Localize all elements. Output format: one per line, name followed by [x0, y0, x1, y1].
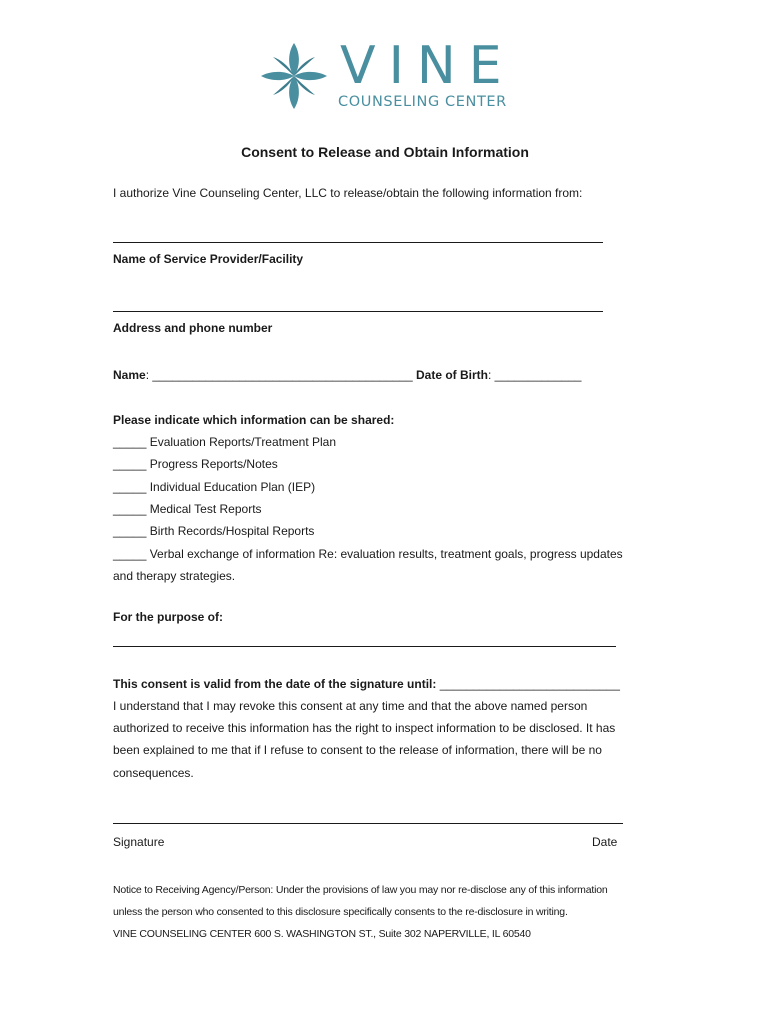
- shared-heading: Please indicate which information can be shared:: [113, 413, 395, 427]
- valid-until-blank[interactable]: ___________________________: [436, 677, 620, 691]
- valid-label: This consent is valid from the date of the signature until:: [113, 677, 437, 691]
- option-verbal-exchange[interactable]: _____ Verbal exchange of information Re: evaluation results, treatment goals, progress updates: [113, 547, 623, 561]
- option-evaluation-reports[interactable]: _____ Evaluation Reports/Treatment Plan: [113, 435, 337, 449]
- document-title: Consent to Release and Obtain Information: [241, 144, 529, 160]
- address-blank-line[interactable]: [113, 311, 603, 312]
- option-medical-test-reports[interactable]: _____ Medical Test Reports: [113, 502, 262, 516]
- logo-wordmark: VINE: [340, 36, 515, 96]
- provider-label: Name of Service Provider/Facility: [113, 252, 304, 266]
- name-blank[interactable]: : _______________________________________: [145, 368, 413, 382]
- option-verbal-exchange-continuation: and therapy strategies.: [113, 569, 236, 583]
- notice-line-2: unless the person who consented to this disclosure specifically consents to the re-disclosure in writing.: [113, 906, 568, 918]
- name-dob-row: [113, 368, 581, 382]
- intro-text: I authorize Vine Counseling Center, LLC to release/obtain the following information from:: [113, 186, 583, 200]
- purpose-blank-line[interactable]: [113, 646, 616, 647]
- vine-leaf-icon: [258, 40, 330, 112]
- signature-blank-line[interactable]: [113, 823, 623, 824]
- date-label: Date: [592, 835, 618, 849]
- provider-blank-line[interactable]: [113, 242, 603, 243]
- option-birth-records[interactable]: _____ Birth Records/Hospital Reports: [113, 524, 315, 538]
- option-progress-reports[interactable]: _____ Progress Reports/Notes: [113, 457, 278, 471]
- option-iep[interactable]: _____ Individual Education Plan (IEP): [113, 480, 316, 494]
- address-label: Address and phone number: [113, 321, 273, 335]
- footer-address: VINE COUNSELING CENTER 600 S. WASHINGTON ST., Suite 302 NAPERVILLE, IL 60540: [113, 928, 531, 940]
- signature-label: Signature: [113, 835, 165, 849]
- vine-logo: [258, 38, 528, 113]
- consent-line-3: been explained to me that if I refuse to consent to the release of information, there will be no: [113, 743, 602, 757]
- consent-line-2: authorized to receive this information has the right to inspect information to be disclosed. It has: [113, 721, 616, 735]
- consent-line-1: I understand that I may revoke this consent at any time and that the above named person: [113, 699, 588, 713]
- dob-label: Date of Birth: [415, 368, 488, 382]
- dob-blank[interactable]: : _____________: [487, 368, 582, 382]
- logo-subtitle: COUNSELING CENTER: [338, 94, 507, 110]
- valid-row: [113, 677, 620, 691]
- name-label: Name: [113, 368, 146, 382]
- consent-line-4: consequences.: [113, 766, 194, 780]
- purpose-label: For the purpose of:: [113, 610, 223, 624]
- notice-line-1: Notice to Receiving Agency/Person: Under the provisions of law you may nor re-disclose any of this information: [113, 884, 608, 896]
